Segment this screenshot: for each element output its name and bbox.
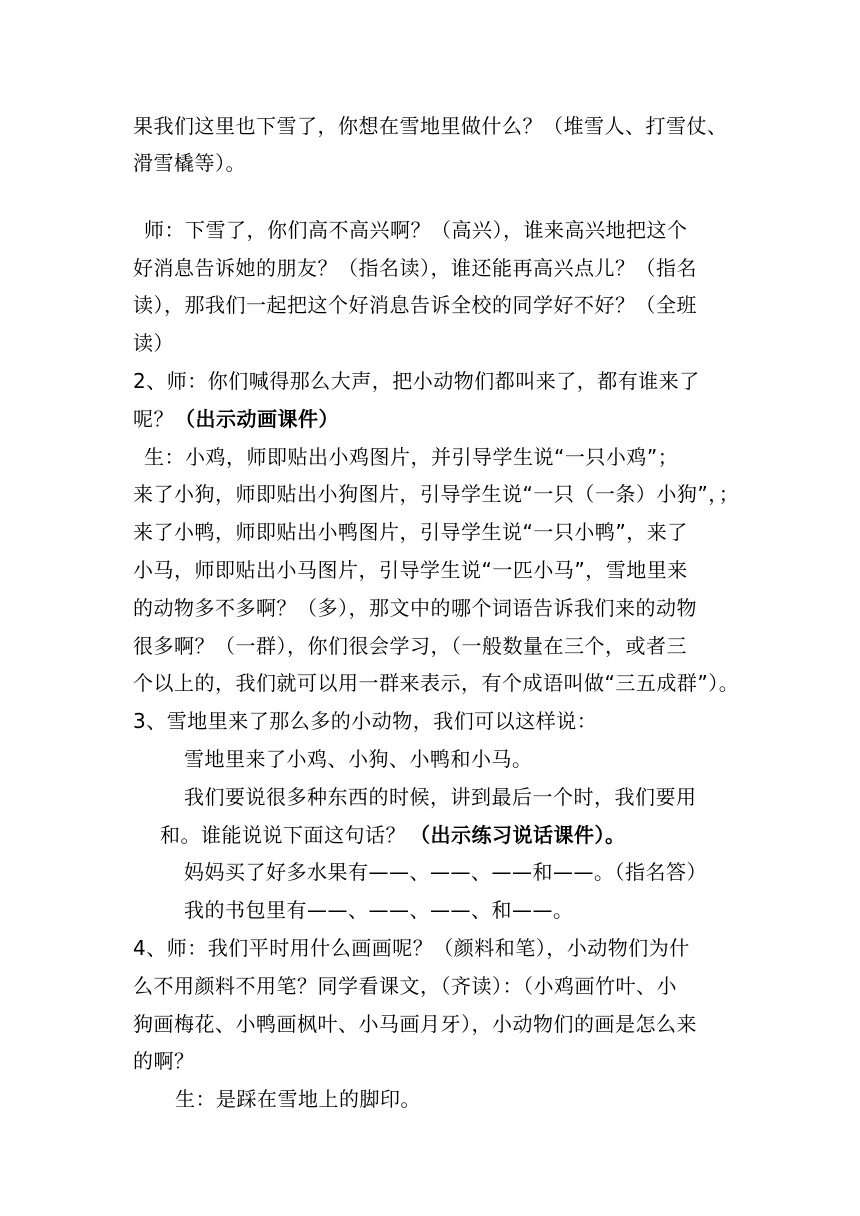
text-line: 么不用颜料不用笔？同学看课文，（齐读）：（小鸡画竹叶、小	[133, 974, 677, 998]
text-line: 和。谁能说说下面这句话？	[160, 823, 406, 847]
text-line: 呢？	[133, 407, 174, 431]
text-line: 果我们这里也下雪了，你想在雪地里做什么？（堆雪人、打雪仗、	[133, 114, 728, 138]
text-line: 我的书包里有——、——、——、和——。	[184, 898, 574, 922]
text-line: 很多啊？（一群），你们很会学习，（一般数量在三个，或者三	[133, 634, 687, 658]
text-line: 好消息告诉她的朋友？（指名读），谁还能再高兴点儿？（指名	[133, 256, 697, 280]
text-line: 个以上的，我们就可以用一群来表示，有个成语叫做“三五成群”）。	[133, 671, 740, 695]
text-line: 的动物多不多啊？（多），那文中的哪个词语告诉我们来的动物	[133, 596, 697, 620]
text-line: 狗画梅花、小鸭画枫叶、小马画月牙），小动物们的画是怎么来	[133, 1012, 697, 1036]
text-line: 4、师：我们平时用什么画画呢？（颜料和笔），小动物们为什	[133, 936, 690, 960]
text-line: 来了小鸭，师即贴出小鸭图片，引导学生说“一只小鸭”，来了	[133, 520, 688, 544]
text-line: 滑雪橇等）。	[133, 151, 246, 175]
text-line: 小马，师即贴出小马图片，引导学生说“一匹小马”，雪地里来	[133, 558, 688, 582]
bold-text-line: （出示练习说话课件）。	[410, 823, 626, 847]
text-line: 生：小鸡，师即贴出小鸡图片，并引导学生说“一只小鸡”；	[144, 445, 679, 469]
text-line: 我们要说很多种东西的时候，讲到最后一个时，我们要用	[184, 785, 697, 809]
text-line: 妈妈买了好多水果有——、——、——和——。（指名答）	[184, 860, 707, 884]
text-line: 读）	[133, 331, 174, 355]
text-line: 的啊？	[133, 1049, 195, 1073]
text-line: 生：是踩在雪地上的脚印。	[175, 1087, 421, 1111]
text-line: 师：下雪了，你们高不高兴啊？（高兴），谁来高兴地把这个	[144, 218, 688, 242]
text-line: 来了小狗，师即贴出小狗图片，引导学生说“一只（一条）小狗”，；	[133, 482, 740, 506]
bold-text-line: （出示动画课件）	[175, 407, 339, 431]
text-line: 3、雪地里来了那么多的小动物，我们可以这样说：	[133, 709, 598, 733]
text-line: 2、师：你们喊得那么大声，把小动物们都叫来了，都有谁来了	[133, 369, 700, 393]
text-line: 雪地里来了小鸡、小狗、小鸭和小马。	[184, 747, 533, 771]
text-line: 读），那我们一起把这个好消息告诉全校的同学好不好？（全班	[133, 293, 697, 317]
